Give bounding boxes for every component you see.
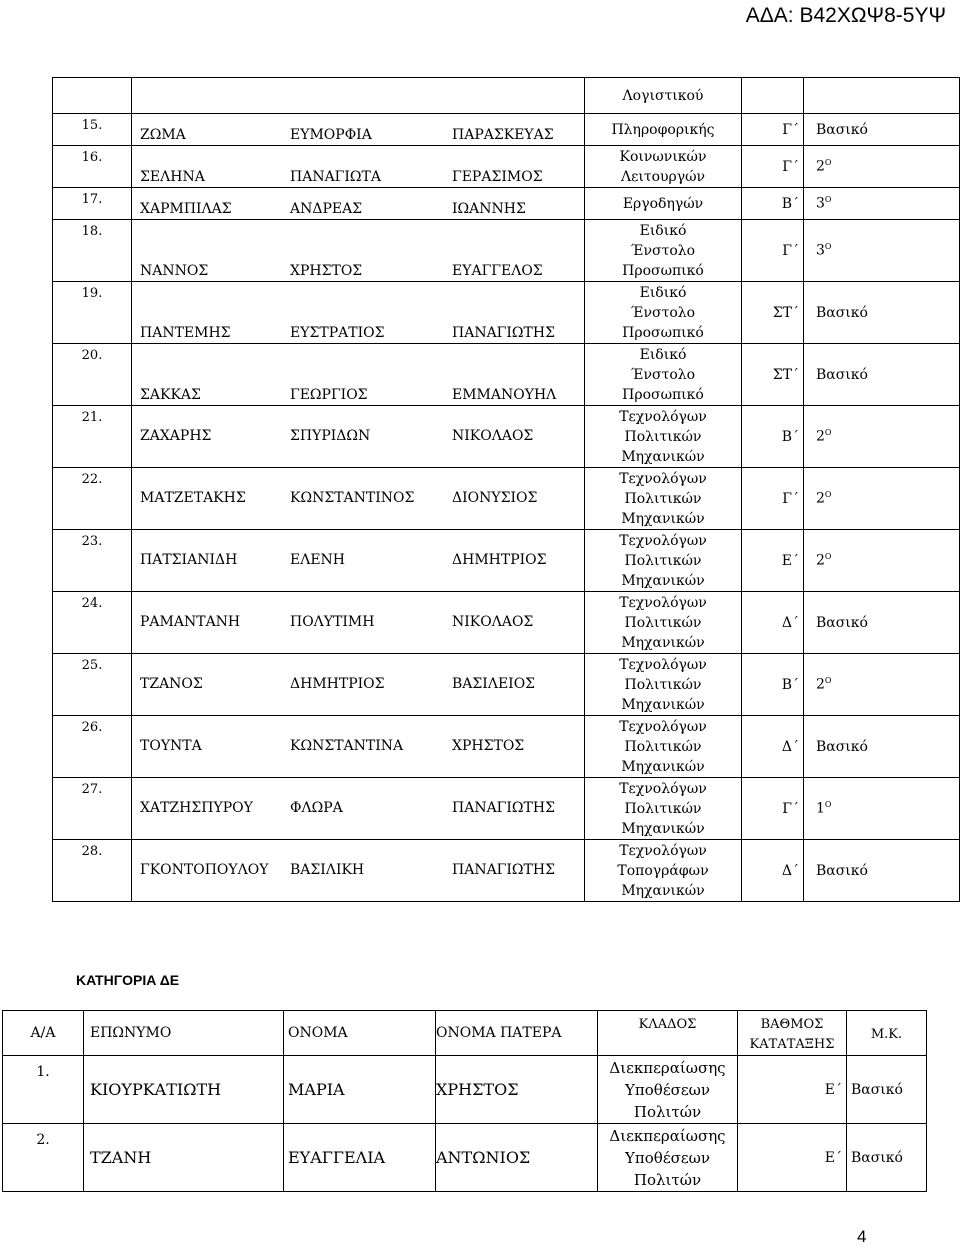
mk-main: 2	[816, 490, 825, 507]
mk-sup: Ο	[824, 428, 832, 438]
table-row	[53, 146, 960, 188]
mk-cell	[804, 468, 960, 530]
eponymo: ΤΟΥΝΤΑ	[140, 737, 202, 754]
eponymo: ΝΑΝΝΟΣ	[140, 263, 209, 279]
row-number: 27.	[53, 778, 132, 840]
klados-line: Κοινωνικών	[619, 148, 707, 165]
klados-line: Τεχνολόγων	[619, 780, 707, 797]
patros: ΠΑΝΑΓΙΩΤΗΣ	[452, 799, 555, 816]
page-number: 4	[857, 1227, 867, 1246]
klados-cell	[585, 188, 742, 220]
mk-main: 2	[816, 158, 825, 175]
mk-main: Βασικό	[816, 738, 868, 755]
table-row	[53, 282, 960, 344]
row-number: 16.	[53, 146, 132, 188]
header-vathmos-line2: ΚΑΤΑΤΑΞΗΣ	[749, 1037, 835, 1052]
klados-line: Τεχνολόγων	[619, 532, 707, 549]
klados-line: Πολιτικών	[624, 428, 702, 445]
mk-sup: Ο	[824, 195, 832, 205]
table-row	[53, 468, 960, 530]
eponymo: ΖΑΧΑΡΗΣ	[140, 427, 212, 444]
eponymo: ΓΚΟΝΤΟΠΟΥΛΟΥ	[140, 861, 269, 878]
header-aa: Α/Α	[3, 1011, 84, 1056]
grade: Δ΄	[742, 716, 804, 778]
table-row	[53, 406, 960, 468]
patros: ΕΜΜΑΝΟΥΗΛ	[452, 387, 557, 403]
grade: Γ΄	[742, 220, 804, 282]
klados-cell	[598, 1124, 738, 1192]
name-cell	[132, 220, 585, 282]
row-number: 28.	[53, 840, 132, 902]
mk-cell	[804, 530, 960, 592]
klados-line: Πολιτικών	[624, 614, 702, 631]
patros: ΝΙΚΟΛΑΟΣ	[452, 427, 534, 444]
row-number: 19.	[53, 282, 132, 344]
klados-cell	[585, 344, 742, 406]
onoma: ΜΑΡΙΑ	[284, 1056, 436, 1124]
klados-line: Τεχνολόγων	[619, 470, 707, 487]
eponymo: ΣΕΛΗΝΑ	[140, 169, 205, 185]
klados-cell	[585, 114, 742, 146]
eponymo: ΧΑΤΖΗΣΠΥΡΟΥ	[140, 799, 253, 816]
mk-cell	[804, 188, 960, 220]
eponymo: ΜΑΤΖΕΤΑΚΗΣ	[140, 489, 246, 506]
grade: Ε΄	[738, 1056, 847, 1124]
klados-cell	[585, 840, 742, 902]
patros: ΔΙΟΝΥΣΙΟΣ	[452, 489, 538, 506]
klados-line: Τεχνολόγων	[619, 842, 707, 859]
mk-main: 2	[816, 552, 825, 569]
row-number: 25.	[53, 654, 132, 716]
patros: ΔΗΜΗΤΡΙΟΣ	[452, 551, 547, 568]
mk-main: Βασικό	[816, 366, 868, 383]
klados-line: Ειδικό	[639, 346, 687, 363]
category-title: ΚΑΤΗΓΟΡΙΑ ΔΕ	[76, 972, 180, 988]
table-row	[53, 840, 960, 902]
klados-line: Τεχνολόγων	[619, 594, 707, 611]
eponymo: ΖΩΜΑ	[140, 127, 186, 143]
patros: ΧΡΗΣΤΟΣ	[436, 1056, 598, 1124]
row-number: 22.	[53, 468, 132, 530]
mk-sup: Ο	[824, 676, 832, 686]
header-vathmos	[738, 1011, 847, 1056]
table-row-partial	[53, 78, 960, 114]
klados-cell	[585, 592, 742, 654]
grade: Γ΄	[742, 146, 804, 188]
klados-line: Ένστολο	[630, 304, 696, 321]
name-cell	[132, 282, 585, 344]
mk-cell	[804, 778, 960, 840]
mk-main: Βασικό	[816, 862, 868, 879]
onoma: ΠΟΛΥΤΙΜΗ	[290, 613, 375, 630]
mk-main: 2	[816, 428, 825, 445]
row-number: 21.	[53, 406, 132, 468]
klados-line: Λειτουργών	[620, 168, 706, 185]
grade: ΣΤ΄	[742, 344, 804, 406]
table-row	[53, 592, 960, 654]
mk-main: 3	[816, 242, 825, 259]
mk-cell	[804, 114, 960, 146]
name-cell	[132, 530, 585, 592]
mk-main: Βασικό	[816, 121, 868, 138]
onoma: ΚΩΝΣΤΑΝΤΙΝΟΣ	[290, 489, 415, 506]
row-number: 20.	[53, 344, 132, 406]
klados-line: Ειδικό	[639, 222, 687, 239]
onoma: ΓΕΩΡΓΙΟΣ	[290, 387, 368, 403]
klados-line: Μηχανικών	[621, 758, 705, 775]
mk-main: Βασικό	[816, 304, 868, 321]
name-cell	[132, 592, 585, 654]
header-vathmos-line1: ΒΑΘΜΟΣ	[760, 1017, 824, 1032]
klados-line: Πολιτικών	[624, 676, 702, 693]
table-row	[53, 530, 960, 592]
klados-line: Πολιτικών	[624, 738, 702, 755]
header-patros: ΟΝΟΜΑ ΠΑΤΕΡΑ	[436, 1011, 598, 1056]
patros: ΠΑΝΑΓΙΩΤΗΣ	[452, 325, 555, 341]
eponymo: ΠΑΤΣΙΑΝΙΔΗ	[140, 551, 238, 568]
patros: ΝΙΚΟΛΑΟΣ	[452, 613, 534, 630]
klados-line: Τεχνολόγων	[619, 656, 707, 673]
mk-main: 2	[816, 676, 825, 693]
onoma: ΚΩΝΣΤΑΝΤΙΝΑ	[290, 737, 404, 754]
klados-line: Ένστολο	[630, 366, 696, 383]
klados-line: Μηχανικών	[621, 510, 705, 527]
grade: Β΄	[742, 406, 804, 468]
patros: ΧΡΗΣΤΟΣ	[452, 737, 525, 754]
row-number: 23.	[53, 530, 132, 592]
mk-cell	[804, 282, 960, 344]
klados-line: Πληροφορικής	[611, 121, 715, 138]
klados-line: Μηχανικών	[621, 634, 705, 651]
name-cell	[132, 188, 585, 220]
mk-cell	[804, 840, 960, 902]
patros: ΑΝΤΩΝΙΟΣ	[436, 1124, 598, 1192]
klados-line: Προσωπικό	[622, 262, 704, 279]
table-row	[3, 1124, 927, 1192]
klados-cell	[585, 282, 742, 344]
onoma: ΔΗΜΗΤΡΙΟΣ	[290, 675, 385, 692]
row-number: 2.	[3, 1124, 84, 1192]
klados-line: Υποθέσεων	[625, 1148, 710, 1167]
klados-line: Μηχανικών	[621, 882, 705, 899]
klados-cell	[585, 146, 742, 188]
grade: Β΄	[742, 654, 804, 716]
klados-line: Τοπογράφων	[617, 862, 709, 879]
klados-line: Λογιστικού	[622, 87, 704, 104]
klados-cell	[585, 716, 742, 778]
mk-sup: Ο	[824, 158, 832, 168]
klados-line: Προσωπικό	[622, 386, 704, 403]
klados-line: Ένστολο	[630, 242, 696, 259]
table-row	[53, 654, 960, 716]
onoma: ΧΡΗΣΤΟΣ	[290, 263, 363, 279]
klados-cell	[585, 654, 742, 716]
onoma: ΕΥΜΟΡΦΙΑ	[290, 127, 372, 143]
header-klados: ΚΛΑΔΟΣ	[598, 1011, 738, 1056]
mk-cell	[804, 716, 960, 778]
onoma: ΕΛΕΝΗ	[290, 551, 346, 568]
mk-sup: Ο	[824, 490, 832, 500]
onoma: ΒΑΣΙΛΙΚΗ	[290, 861, 365, 878]
table-row	[53, 188, 960, 220]
personnel-table-continued	[52, 77, 960, 902]
mk-cell	[804, 344, 960, 406]
klados-cell	[585, 406, 742, 468]
name-cell	[132, 344, 585, 406]
ada-header: ΑΔΑ: Β42ΧΩΨ8-5ΥΨ	[745, 4, 946, 27]
row-number: 24.	[53, 592, 132, 654]
onoma: ΣΠΥΡΙΔΩΝ	[290, 427, 371, 444]
mk-sup: Ο	[824, 242, 832, 252]
patros: ΕΥΑΓΓΕΛΟΣ	[452, 263, 543, 279]
grade: Δ΄	[742, 840, 804, 902]
eponymo: ΧΑΡΜΠΙΛΑΣ	[140, 201, 232, 217]
eponymo: ΠΑΝΤΕΜΗΣ	[140, 325, 231, 341]
table-header-row	[3, 1011, 927, 1056]
header-mk: Μ.Κ.	[847, 1011, 927, 1056]
onoma: ΑΝΔΡΕΑΣ	[290, 201, 363, 217]
grade: Β΄	[742, 188, 804, 220]
mk: Βασικό	[847, 1124, 927, 1192]
patros: ΠΑΝΑΓΙΩΤΗΣ	[452, 861, 555, 878]
header-onoma: ΟΝΟΜΑ	[284, 1011, 436, 1056]
klados-cell	[585, 78, 742, 114]
table-row	[53, 778, 960, 840]
name-cell	[132, 840, 585, 902]
klados-line: Πολιτικών	[624, 800, 702, 817]
mk: Βασικό	[847, 1056, 927, 1124]
mk-cell	[804, 146, 960, 188]
klados-line: Ειδικό	[639, 284, 687, 301]
category-de-table	[2, 1010, 927, 1192]
grade: Ε΄	[742, 530, 804, 592]
onoma: ΦΛΩΡΑ	[290, 799, 343, 816]
patros: ΓΕΡΑΣΙΜΟΣ	[452, 169, 543, 185]
table-row	[53, 220, 960, 282]
row-number: 26.	[53, 716, 132, 778]
klados-cell	[585, 778, 742, 840]
mk-cell	[804, 220, 960, 282]
klados-line: Πολιτικών	[624, 490, 702, 507]
eponymo: ΚΙΟΥΡΚΑΤΙΩΤΗ	[84, 1056, 284, 1124]
name-cell	[132, 716, 585, 778]
mk-main: Βασικό	[816, 614, 868, 631]
mk-cell	[804, 654, 960, 716]
klados-line: Υποθέσεων	[625, 1080, 710, 1099]
klados-line: Εργοδηγών	[622, 195, 704, 212]
name-cell	[132, 468, 585, 530]
name-cell	[132, 406, 585, 468]
klados-cell	[585, 220, 742, 282]
klados-line: Διεκπεραίωσης	[609, 1058, 726, 1077]
mk-sup: Ο	[824, 552, 832, 562]
klados-line: Τεχνολόγων	[619, 718, 707, 735]
mk-sup: Ο	[824, 800, 832, 810]
klados-cell	[598, 1056, 738, 1124]
klados-line: Τεχνολόγων	[619, 408, 707, 425]
klados-line: Μηχανικών	[621, 820, 705, 837]
klados-line: Προσωπικό	[622, 324, 704, 341]
onoma: ΠΑΝΑΓΙΩΤΑ	[290, 169, 381, 185]
row-number: 18.	[53, 220, 132, 282]
patros: ΙΩΑΝΝΗΣ	[452, 201, 526, 217]
klados-cell	[585, 468, 742, 530]
klados-line: Πολιτικών	[624, 552, 702, 569]
name-cell	[132, 654, 585, 716]
mk-main: 3	[816, 195, 825, 212]
klados-line: Πολιτών	[633, 1170, 702, 1189]
klados-cell	[585, 530, 742, 592]
name-cell	[132, 146, 585, 188]
eponymo: ΤΖΑΝΗ	[84, 1124, 284, 1192]
grade: ΣΤ΄	[742, 282, 804, 344]
klados-line: Διεκπεραίωσης	[609, 1126, 726, 1145]
mk-main: 1	[816, 800, 825, 817]
eponymo: ΡΑΜΑΝΤΑΝΗ	[140, 613, 241, 630]
patros: ΒΑΣΙΛΕΙΟΣ	[452, 675, 536, 692]
klados-line: Μηχανικών	[621, 448, 705, 465]
table-row	[53, 344, 960, 406]
klados-line: Μηχανικών	[621, 572, 705, 589]
klados-line: Μηχανικών	[621, 696, 705, 713]
patros: ΠΑΡΑΣΚΕΥΑΣ	[452, 127, 554, 143]
name-cell	[132, 778, 585, 840]
table-row	[53, 716, 960, 778]
grade: Δ΄	[742, 592, 804, 654]
mk-cell	[804, 592, 960, 654]
klados-line: Πολιτών	[633, 1102, 702, 1121]
table-row	[53, 114, 960, 146]
grade: Γ΄	[742, 468, 804, 530]
name-cell	[132, 114, 585, 146]
grade: Ε΄	[738, 1124, 847, 1192]
grade: Γ΄	[742, 778, 804, 840]
table-row	[3, 1056, 927, 1124]
eponymo: ΤΖΑΝΟΣ	[140, 675, 203, 692]
header-eponymo: ΕΠΩΝΥΜΟ	[84, 1011, 284, 1056]
row-number: 17.	[53, 188, 132, 220]
grade: Γ΄	[742, 114, 804, 146]
onoma: ΕΥΣΤΡΑΤΙΟΣ	[290, 325, 385, 341]
eponymo: ΣΑΚΚΑΣ	[140, 387, 201, 403]
row-number: 1.	[3, 1056, 84, 1124]
row-number: 15.	[53, 114, 132, 146]
mk-cell	[804, 406, 960, 468]
onoma: ΕΥΑΓΓΕΛΙΑ	[284, 1124, 436, 1192]
